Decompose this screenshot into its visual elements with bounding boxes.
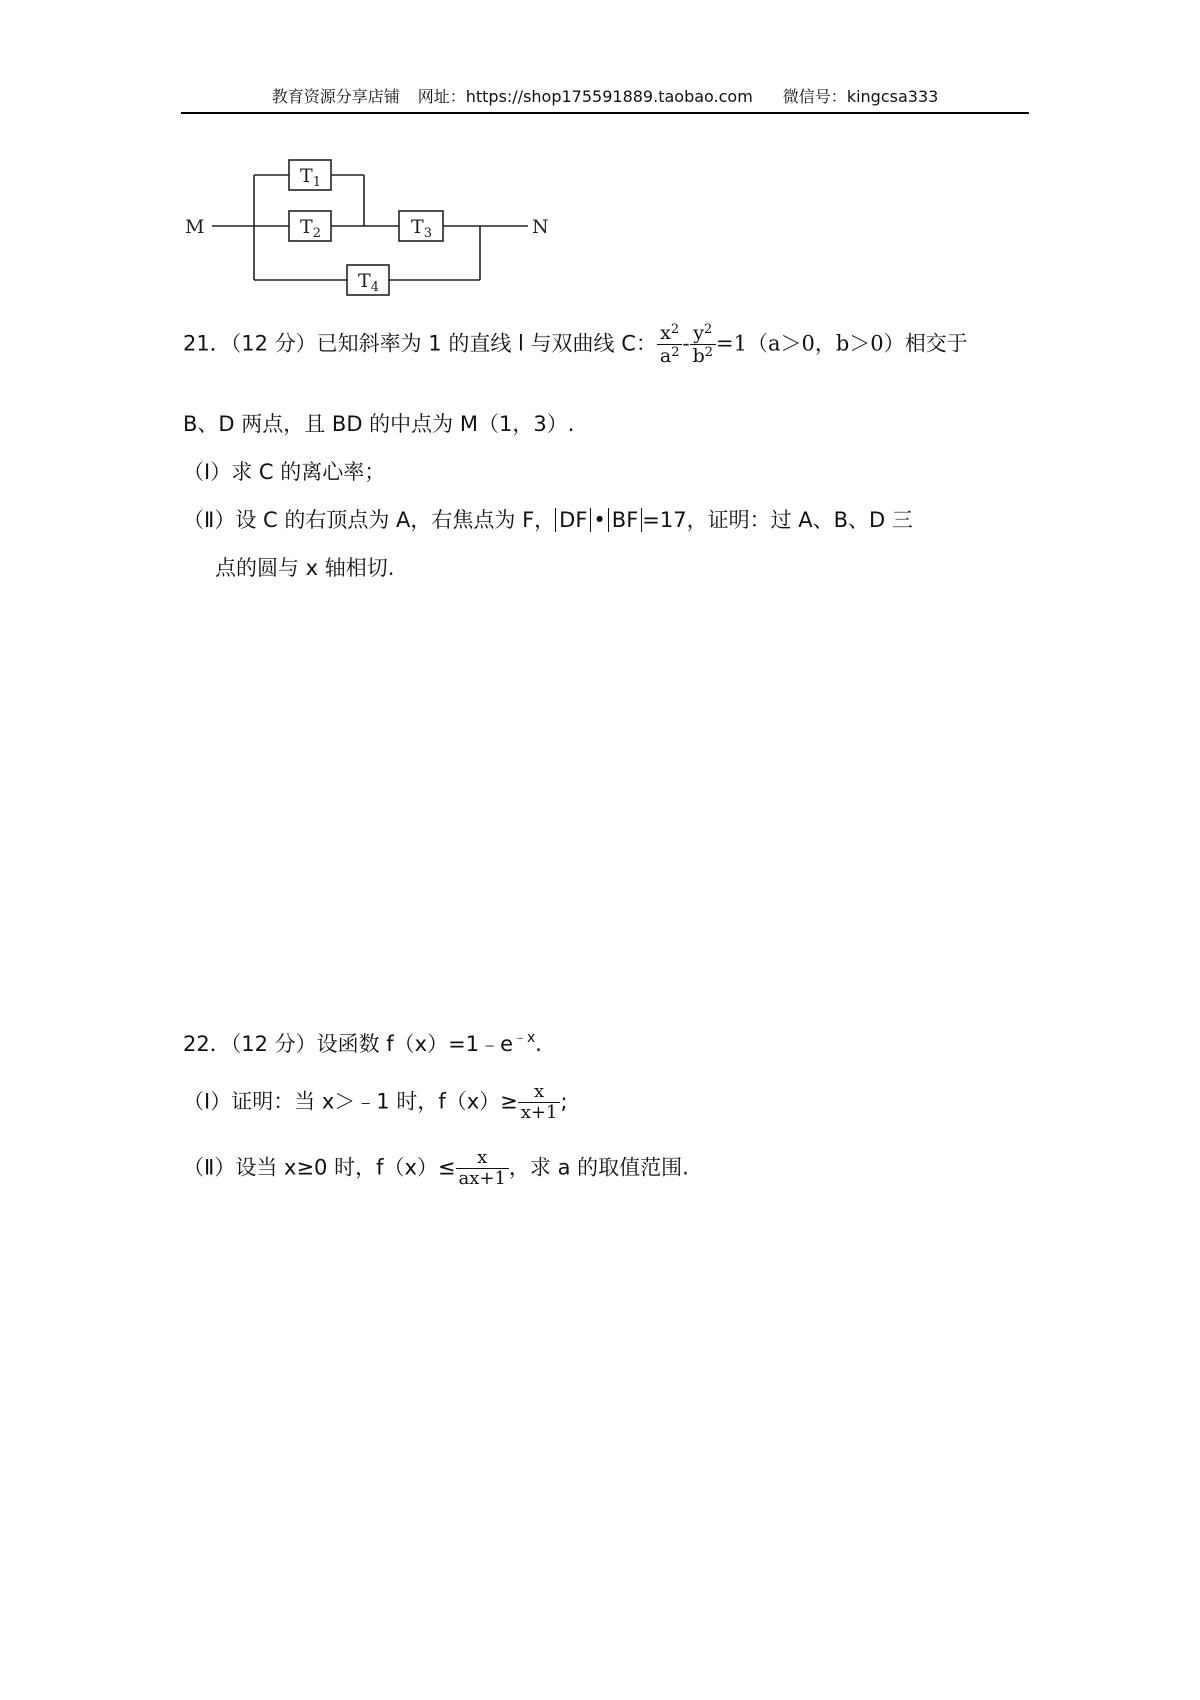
label-t3: $T_3$ (411, 216, 432, 241)
frac-x-over-ax-plus-1: $\frac{x}{ax+1}$ (456, 1148, 509, 1189)
dot-operator: • (593, 508, 606, 532)
q21-line2: B、D 两点，且 BD 的中点为 M（1，3）. (183, 412, 575, 436)
label-n: N (532, 216, 549, 238)
q21-part2 (183, 505, 913, 535)
q22-part2-b: ，求 a 的取值范围. (508, 1155, 689, 1180)
q21-part2-cont: 点的圆与 x 轴相切. (215, 556, 395, 580)
q21-part2-b: =17，证明：过 A、B、D 三 (642, 508, 913, 532)
q21-condition: =1（a＞0，b＞0） (716, 331, 905, 356)
site-url[interactable]: https://shop175591889.taobao.com (465, 87, 753, 106)
q22-part2 (183, 1148, 689, 1189)
abs-df: DF (555, 508, 591, 532)
q21-stem-b: 相交于 (904, 331, 968, 356)
q22-part1-a: （Ⅰ）证明：当 x＞﹣1 时，f（x）≥ (183, 1089, 518, 1114)
q22-stem-a: 22．（12 分）设函数 f（x）=1﹣e (183, 1032, 513, 1056)
site-label: 网址： (417, 87, 466, 106)
label-t1: $T_1$ (300, 165, 321, 190)
q21-stem-a: 21．（12 分）已知斜率为 1 的直线 l 与双曲线 C： (183, 331, 657, 356)
label-t2: $T_2$ (300, 216, 321, 241)
frac-x-over-x-plus-1: $\frac{x}{x+1}$ (518, 1082, 561, 1123)
frac-y2-b2: $\frac{y^2}{b^2}$ (690, 322, 716, 367)
shop-name: 教育资源分享店铺 (271, 87, 400, 106)
q22-part1-b: ; (560, 1089, 568, 1114)
q22-exponent: ﹣x (513, 1030, 536, 1046)
q22-stem (183, 1029, 542, 1059)
wechat-id: kingcsa333 (846, 87, 939, 106)
frac-x2-a2: $\frac{x^2}{a^2}$ (657, 322, 683, 367)
q21-minus: - (682, 331, 690, 356)
label-t4: $T_4$ (358, 270, 379, 295)
q21-stem (183, 322, 968, 367)
q22-part1 (183, 1082, 568, 1123)
q22-part2-a: （Ⅱ）设当 x≥0 时，f（x）≤ (183, 1155, 456, 1180)
q22-stem-b: . (535, 1032, 542, 1056)
page-header (181, 84, 1029, 114)
q21-part2-a: （Ⅱ）设 C 的右顶点为 A，右焦点为 F， (183, 508, 556, 532)
circuit-diagram (180, 150, 560, 300)
abs-bf: BF (608, 508, 643, 532)
wechat-label: 微信号： (782, 87, 847, 106)
q21-part1: （Ⅰ）求 C 的离心率； (183, 460, 386, 484)
label-m: M (185, 216, 205, 238)
